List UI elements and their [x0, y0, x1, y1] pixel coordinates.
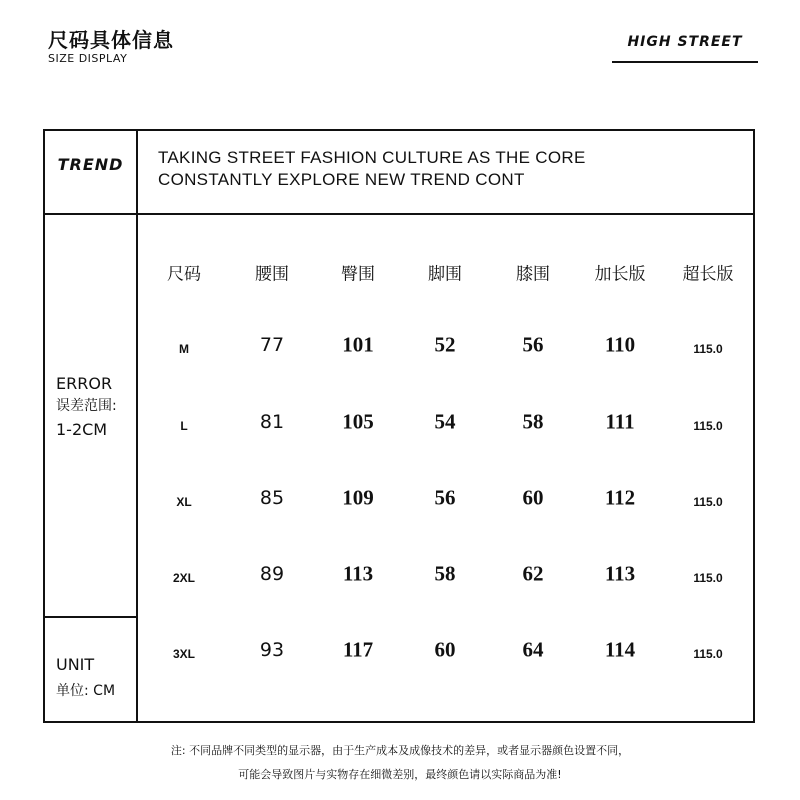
table-divider-top [43, 213, 755, 215]
cell-extra-long: 115.0 [693, 495, 723, 509]
slogan-line-1: TAKING STREET FASHION CULTURE AS THE CORE [158, 148, 586, 167]
cell-hip: 101 [342, 332, 374, 357]
cell-size: 2XL [172, 571, 196, 585]
cell-long: 111 [605, 409, 635, 434]
cell-knee: 58 [522, 409, 544, 434]
cell-hem: 58 [434, 561, 456, 586]
trend-label: TREND [57, 155, 124, 174]
cell-hip: 109 [342, 485, 374, 510]
cell-hip: 113 [342, 561, 374, 586]
unit-label-cn: 单位: CM [56, 683, 116, 699]
page-title: 尺码具体信息 [48, 28, 174, 52]
cell-knee: 56 [522, 332, 544, 357]
cell-waist: 77 [259, 334, 285, 356]
cell-size: 3XL [172, 647, 196, 661]
unit-label-en: UNIT [56, 655, 95, 674]
error-range [56, 372, 117, 441]
cell-hem: 52 [434, 332, 456, 357]
brand-label: HIGH STREET [627, 34, 743, 50]
slogan [158, 147, 586, 191]
cell-long: 110 [604, 332, 636, 357]
cell-long: 114 [604, 637, 636, 662]
brand-underline [612, 61, 758, 63]
slogan-line-2: CONSTANTLY EXPLORE NEW TREND CONT [158, 170, 525, 189]
cell-size: XL [176, 495, 192, 509]
cell-long: 112 [604, 485, 636, 510]
cell-waist: 89 [259, 563, 285, 585]
footer-note-line-2: 可能会导致图片与实物存在细微差别，最终颜色请以实际商品为准! [238, 768, 562, 781]
cell-extra-long: 115.0 [693, 419, 723, 433]
cell-hem: 56 [434, 485, 456, 510]
cell-size: L [180, 419, 188, 433]
cell-extra-long: 115.0 [693, 647, 723, 661]
column-header-hip: 臀围 [341, 264, 375, 285]
size-table-frame [43, 129, 755, 723]
cell-waist: 93 [259, 639, 285, 661]
cell-knee: 60 [522, 485, 544, 510]
cell-hip: 105 [342, 409, 374, 434]
column-header-waist: 腰围 [255, 264, 289, 285]
unit-info [56, 651, 115, 705]
column-header-long: 加长版 [594, 264, 646, 285]
footer-note-line-1: 注: 不同品牌不同类型的显示器，由于生产成本及成像技术的差异，或者显示器颜色设置不同， [170, 744, 630, 757]
cell-knee: 62 [522, 561, 544, 586]
cell-extra-long: 115.0 [693, 571, 723, 585]
table-divider-side [43, 616, 138, 618]
error-label-cn: 误差范围: [56, 398, 117, 414]
cell-waist: 81 [259, 411, 285, 433]
cell-waist: 85 [259, 487, 285, 509]
column-header-knee: 膝围 [516, 264, 550, 285]
cell-knee: 64 [522, 637, 544, 662]
table-divider-vertical [136, 129, 138, 723]
cell-hem: 54 [434, 409, 456, 434]
cell-size: M [179, 342, 189, 356]
error-value: 1-2CM [56, 420, 108, 439]
cell-hip: 117 [342, 637, 374, 662]
page-subtitle: SIZE DISPLAY [48, 52, 128, 65]
error-label-en: ERROR [56, 374, 113, 393]
cell-long: 113 [604, 561, 636, 586]
cell-extra-long: 115.0 [693, 342, 723, 356]
cell-hem: 60 [434, 637, 456, 662]
column-header-size: 尺码 [167, 264, 201, 285]
column-header-extra-long: 超长版 [682, 264, 734, 285]
column-header-hem: 脚围 [428, 264, 462, 285]
